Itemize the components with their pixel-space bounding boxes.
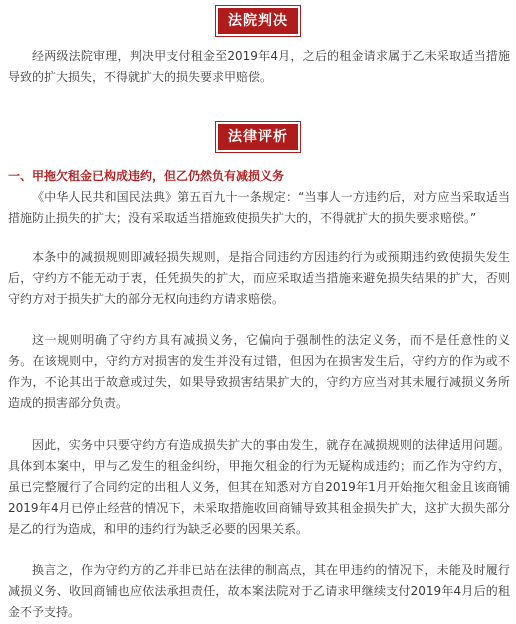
analysis-subheading: 一、甲拖欠租金已构成违约，但乙仍然负有减损义务 — [8, 169, 285, 183]
section-title: 法律评析 — [218, 124, 298, 150]
section-title: 法院判决 — [218, 8, 298, 34]
section-banner-court-judgment — [218, 8, 298, 34]
analysis-paragraph-4: 因此，实务中只要守约方有造成损失扩大的事由发生，就存在减损规则的法律适用问题。具体到本案中，甲与乙发生的租金纠纷，甲拖欠租金的行为无疑构成违约；而乙作为守约方，虽已完整履行了合同约定的出租人义务，但其在知悉对方自2019年1月开始拖欠租金且该商铺2019年4月已停止经营的情况下，未采取措施收回商铺导致其租金损失扩大，这扩大损失部分是乙的行为造成，和甲的违约行为缺乏必要的因果关系。 — [8, 438, 510, 536]
analysis-paragraph-1: 《中华人民共和国民法典》第五百九十一条规定：“当事人一方违约后，对方应当采取适当措施防止损失的扩大；没有采取适当措施致使损失扩大的，不得就扩大的损失要求赔偿。” — [8, 190, 510, 225]
judgment-paragraph: 经两级法院审理，判决甲支付租金至2019年4月，之后的租金请求属于乙未采取适当措施导致的扩大损失，不得就扩大的损失要求甲赔偿。 — [8, 49, 510, 84]
section-banner-legal-analysis — [218, 124, 298, 150]
analysis-paragraph-5: 换言之，作为守约方的乙并非已站在法律的制高点，其在甲违约的情况下，未能及时履行减损义务、收回商铺也应依法承担责任，故本案法院对于乙请求甲继续支付2019年4月后的租金不予支持。 — [8, 563, 510, 619]
analysis-paragraph-3: 这一规则明确了守约方具有减损义务，它偏向于强制性的法定义务，而不是任意性的义务。在该规则中，守约方对损害的发生并没有过错，但因为在损害发生后，守约方的作为或不作为，不论其出于故意或过失，如果导致损害结果扩大的，守约方应当对其未履行减损义务所造成的损害部分负责。 — [8, 333, 510, 410]
analysis-paragraph-2: 本条中的减损规则即减轻损失规则，是指合同违约方因违约行为或预期违约致使损失发生后，守约方不能无动于衷，任凭损失的扩大，而应采取适当措施来避免损失结果的扩大，否则守约方对于损失扩大的部分无权向违约方请求赔偿。 — [8, 250, 510, 306]
